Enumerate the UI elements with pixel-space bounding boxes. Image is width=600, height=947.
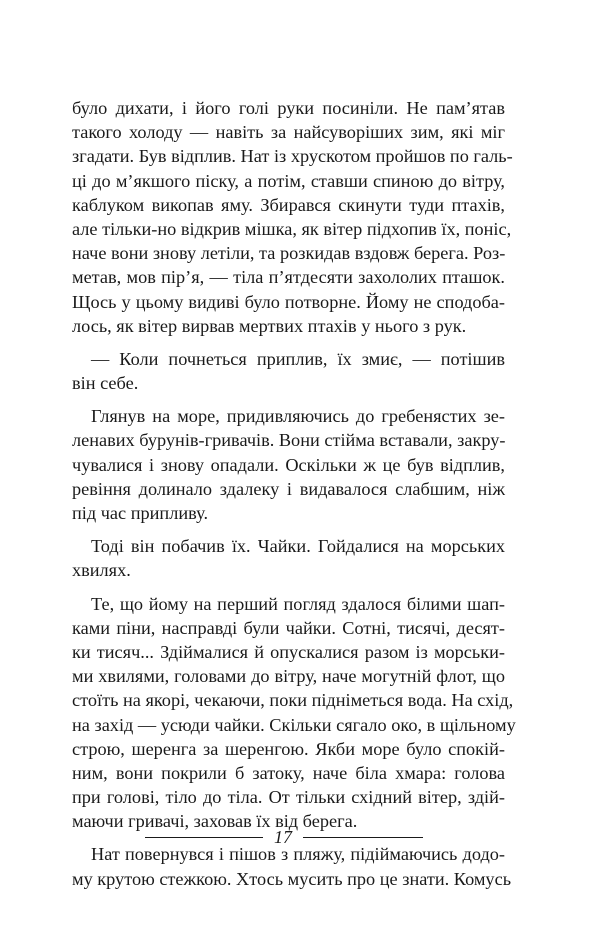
text-line: ленавих бурунів-гривачів. Вони стійма вставали, закру-: [72, 430, 506, 451]
text-line: ки тисяч... Здіймалися й опускалися разом із морськи-: [72, 641, 505, 662]
text-line: під час припливу.: [72, 503, 209, 523]
text-line: ним, вони покрили б затоку, наче біла хмара: голова: [72, 762, 505, 783]
text-line: Щось у цьому видиві було потворне. Йому не сподоба-: [72, 291, 505, 312]
text-line: такого холоду — навіть за найсуворіших зим, які міг: [72, 122, 505, 143]
paragraph: [72, 534, 505, 582]
text-line: але тільки-но відкрив мішка, як вітер підхопив їх, поніс,: [72, 218, 512, 239]
paragraph: [72, 347, 505, 395]
text-line: — Коли почнеться приплив, їх змиє, — потішив: [91, 348, 505, 369]
text-line: ці до м’якшого піску, а потім, ставши спиною до вітру,: [72, 170, 505, 191]
text-line: чувалися і знову опадали. Оскільки ж це був відплив,: [72, 454, 505, 475]
page-number: 17: [274, 827, 292, 847]
footer-rule-left: [145, 837, 263, 838]
paragraph: [72, 96, 513, 338]
text-line: лось, як вітер вирвав мертвих птахів у нього з рук.: [72, 315, 467, 336]
text-line: ками піни, насправді були чайки. Сотні, тисячі, десят-: [72, 617, 505, 638]
text-line: при голові, тіло до тіла. От тільки східний вітер, здій-: [72, 787, 505, 808]
text-line: Глянув на море, придивляючись до гребенястих зе-: [91, 406, 505, 427]
text-line: Нат повернувся і пішов з пляжу, підіймаючись додо-: [91, 844, 505, 865]
text-line: каблуком викопав яму. Збирався скинути туди птахів,: [72, 194, 505, 215]
text-line: стоїть на якорі, чекаючи, поки підніметься вода. На схід,: [72, 690, 514, 711]
text-line: му крутою стежкою. Хтось мусить про це знати. Комусь: [72, 868, 512, 889]
paragraph: [72, 404, 505, 525]
footer-rule-right: [303, 837, 423, 838]
text-line: хвилях.: [72, 560, 131, 581]
text-line: Те, що йому на перший погляд здалося білими шап-: [91, 593, 505, 614]
text-line: Тоді він побачив їх. Чайки. Гойдалися на морських: [91, 536, 505, 557]
page-text: [72, 96, 516, 891]
text-line: наче вони знову летіли, та розкидав вздовж берега. Роз-: [72, 243, 506, 264]
text-line: строю, шеренга за шеренгою. Якби море було спокій-: [72, 738, 505, 759]
text-line: на захід — усюди чайки. Скільки сягало око, в щільному: [72, 714, 516, 735]
text-line: метав, мов пір’я, — тіла п’ятдесяти захололих пташок.: [72, 267, 505, 288]
text-line: ми хвилями, головами до вітру, наче могутній флот, що: [72, 666, 505, 687]
text-line: згадати. Був відплив. Нат із хрускотом пройшов по галь-: [72, 146, 513, 167]
page-footer: [0, 826, 600, 850]
paragraph: [72, 592, 516, 834]
text-line: він себе.: [72, 373, 139, 394]
text-line: було дихати, і його голі руки посиніли. Не пам’ятав: [72, 98, 505, 118]
text-line: ревіння долинало здалеку і видавалося слабшим, ніж: [72, 478, 505, 499]
text-line: маючи гривачі, заховав їх від берега.: [72, 811, 358, 832]
